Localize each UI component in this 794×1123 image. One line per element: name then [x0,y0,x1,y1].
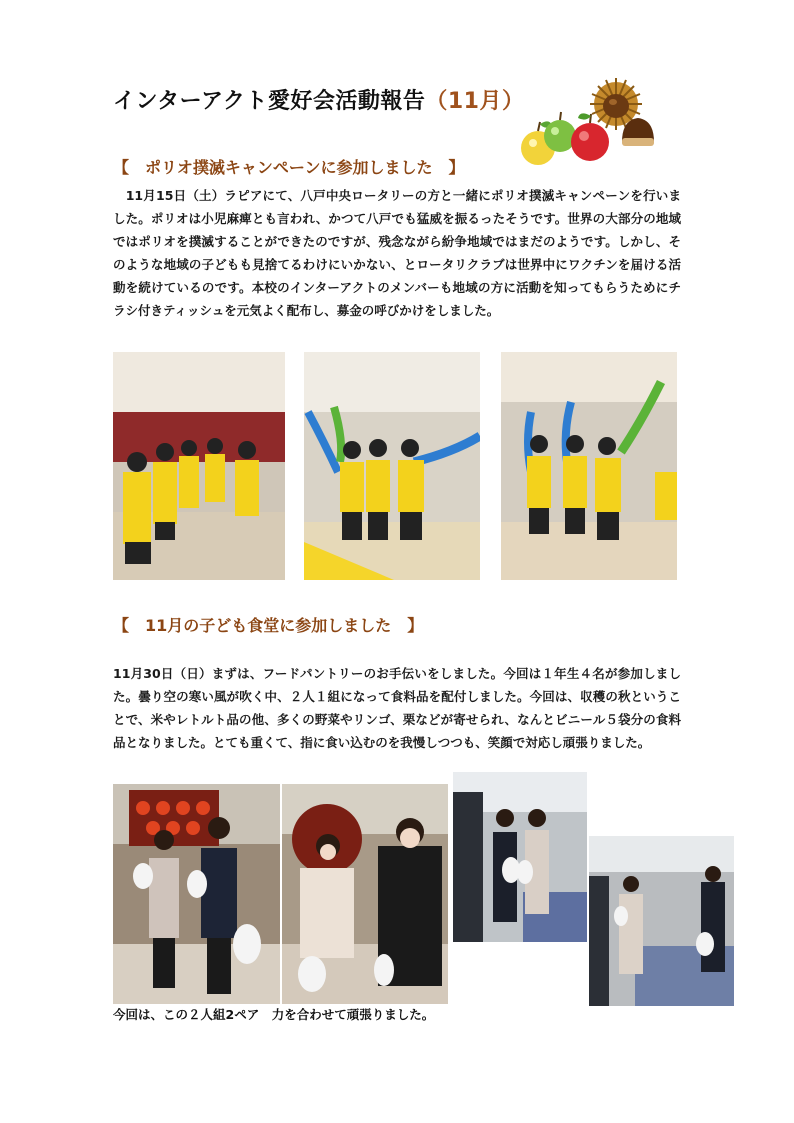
pantry-photo-4 [589,836,734,1006]
section-heading-polio: 【 ポリオ撲滅キャンペーンに参加しました 】 [113,158,465,177]
campaign-photo-3 [501,352,677,580]
section-body-kids-cafeteria: 11月30日（日）まずは、フードパントリーのお手伝いをしました。今回は１年生４名が参加しました。曇り空の寒い風が吹く中、２人１組になって食料品を配付しました。今回は、収穫の秋ということで、米やレトルト品の他、多くの野菜やリンゴ、栗などが寄せられ、なんとビニール５袋分の食料品となりました。とても重くて、指に食い込むのを我慢しつつも、笑顔で対応し頑張りました。 [113,666,681,750]
chestnut-apple-icon [512,72,672,172]
campaign-photo-1 [113,352,285,580]
autumn-fruit-illustration [512,72,672,172]
section-body-polio: 11月15日（土）ラピアにて、八戸中央ロータリーの方と一緒にポリオ撲滅キャンペーンを行いました。ポリオは小児麻痺とも言われ、かつて八戸でも猛威を振るったそうです。世界の大部分の地域ではポリオを撲滅することができたのですが、残念ながら紛争地域ではまだのようです。しかし、そのような地域の子どもも見捨てるわけにいかない、とロータリクラブは世界中にワクチンを届ける活動を続けているのです。本校のインターアクトのメンバーも地域の方に活動を知ってもらうためにチラシ付きティッシュを元気よく配布し、募金の呼びかけをしました。 [113,188,681,318]
title-month: （11月） [425,89,525,114]
pantry-photo-1 [113,784,280,1004]
photo-caption: 今回は、この２人組2ペア 力を合わせて頑張りました。 [113,1007,435,1022]
pantry-photo-2 [282,784,448,1004]
pantry-photo-3 [453,772,587,942]
page-title [113,84,525,115]
title-main: インターアクト愛好会活動報告 [113,89,426,114]
section-heading-kids-cafeteria: 【 11月の子ども食堂に参加しました 】 [113,616,424,635]
campaign-photo-2 [304,352,480,580]
